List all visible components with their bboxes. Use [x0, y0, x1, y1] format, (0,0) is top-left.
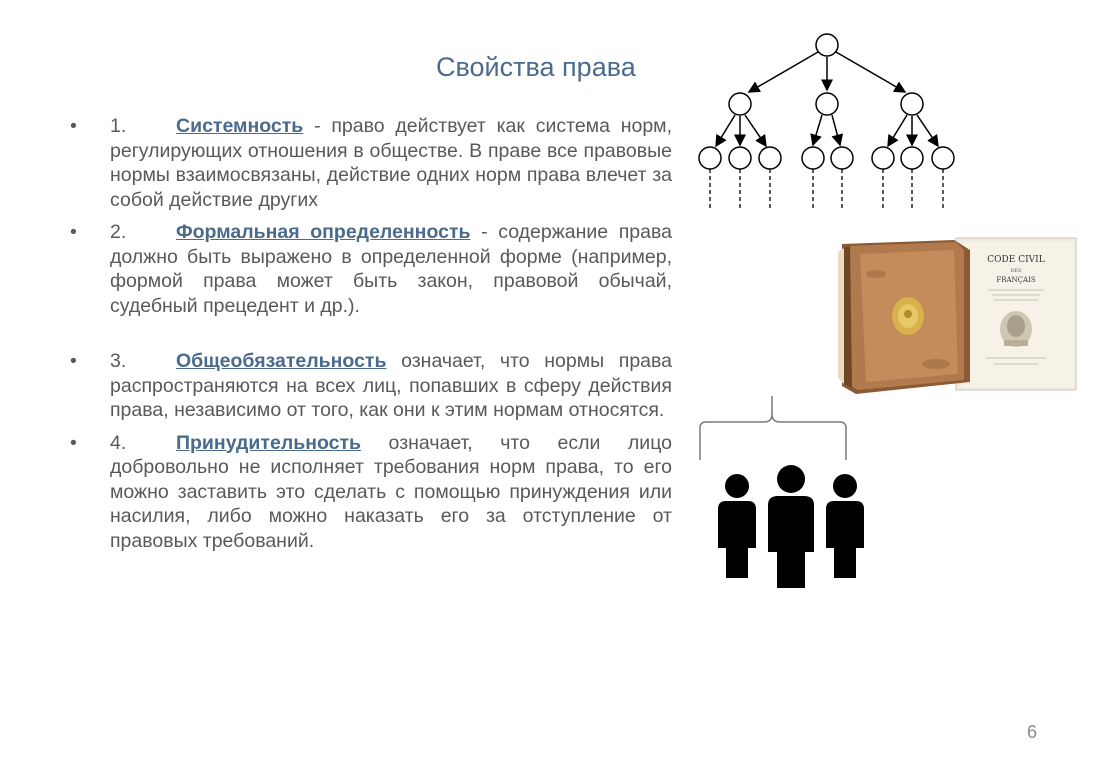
page-number: 6	[1027, 722, 1038, 742]
item-number: 2.	[110, 221, 127, 243]
hierarchy-tree-icon	[690, 28, 980, 218]
list-item	[70, 114, 672, 212]
bullet-marker: •	[70, 221, 77, 243]
list-item	[70, 349, 672, 423]
bullet-marker: •	[70, 431, 77, 454]
item-text: означает, что нормы права распространяются на всех лиц, попавших в сферу действия права, независимо от того, как они к этим нормам относятся.	[110, 350, 672, 421]
book-title-line2: DES	[1010, 268, 1022, 274]
item-number: 1.	[110, 115, 127, 137]
list-item	[70, 431, 672, 554]
item-term: Формальная определенность	[176, 221, 471, 243]
code-civil-book-image	[836, 234, 1080, 396]
brace-icon	[700, 396, 846, 460]
people-group-icon	[694, 392, 874, 592]
item-number: 3.	[110, 350, 127, 372]
bullet-marker: •	[70, 115, 77, 137]
item-term: Общеобязательность	[176, 350, 387, 372]
item-text: означает, что если лицо добровольно не исполняет требования норм права, то его можно заставить это сделать с помощью принуждения или насилия, либо можно наказать его за отступление от правовых требований.	[110, 431, 672, 552]
book-title-line1: CODE CIVIL	[987, 255, 1045, 265]
property-list	[70, 114, 672, 553]
item-text: - право действует как система норм, регулирующих отношения в обществе. В праве все правовые нормы взаимосвязаны, действие одних норм права влечет за собой действие других	[110, 115, 672, 211]
item-term: Системность	[176, 115, 304, 137]
item-text: - содержание права должно быть выражено в определенной форме (например, формой права может быть закон, правовой обычай, судебный прецедент и др.).	[110, 221, 672, 317]
item-number: 4.	[110, 431, 127, 454]
bullet-marker: •	[70, 350, 77, 372]
book-title-line3: FRANÇAIS	[996, 276, 1036, 284]
item-term: Принудительность	[176, 431, 362, 454]
list-item	[70, 220, 672, 318]
slide-title: Свойства права	[436, 52, 636, 82]
